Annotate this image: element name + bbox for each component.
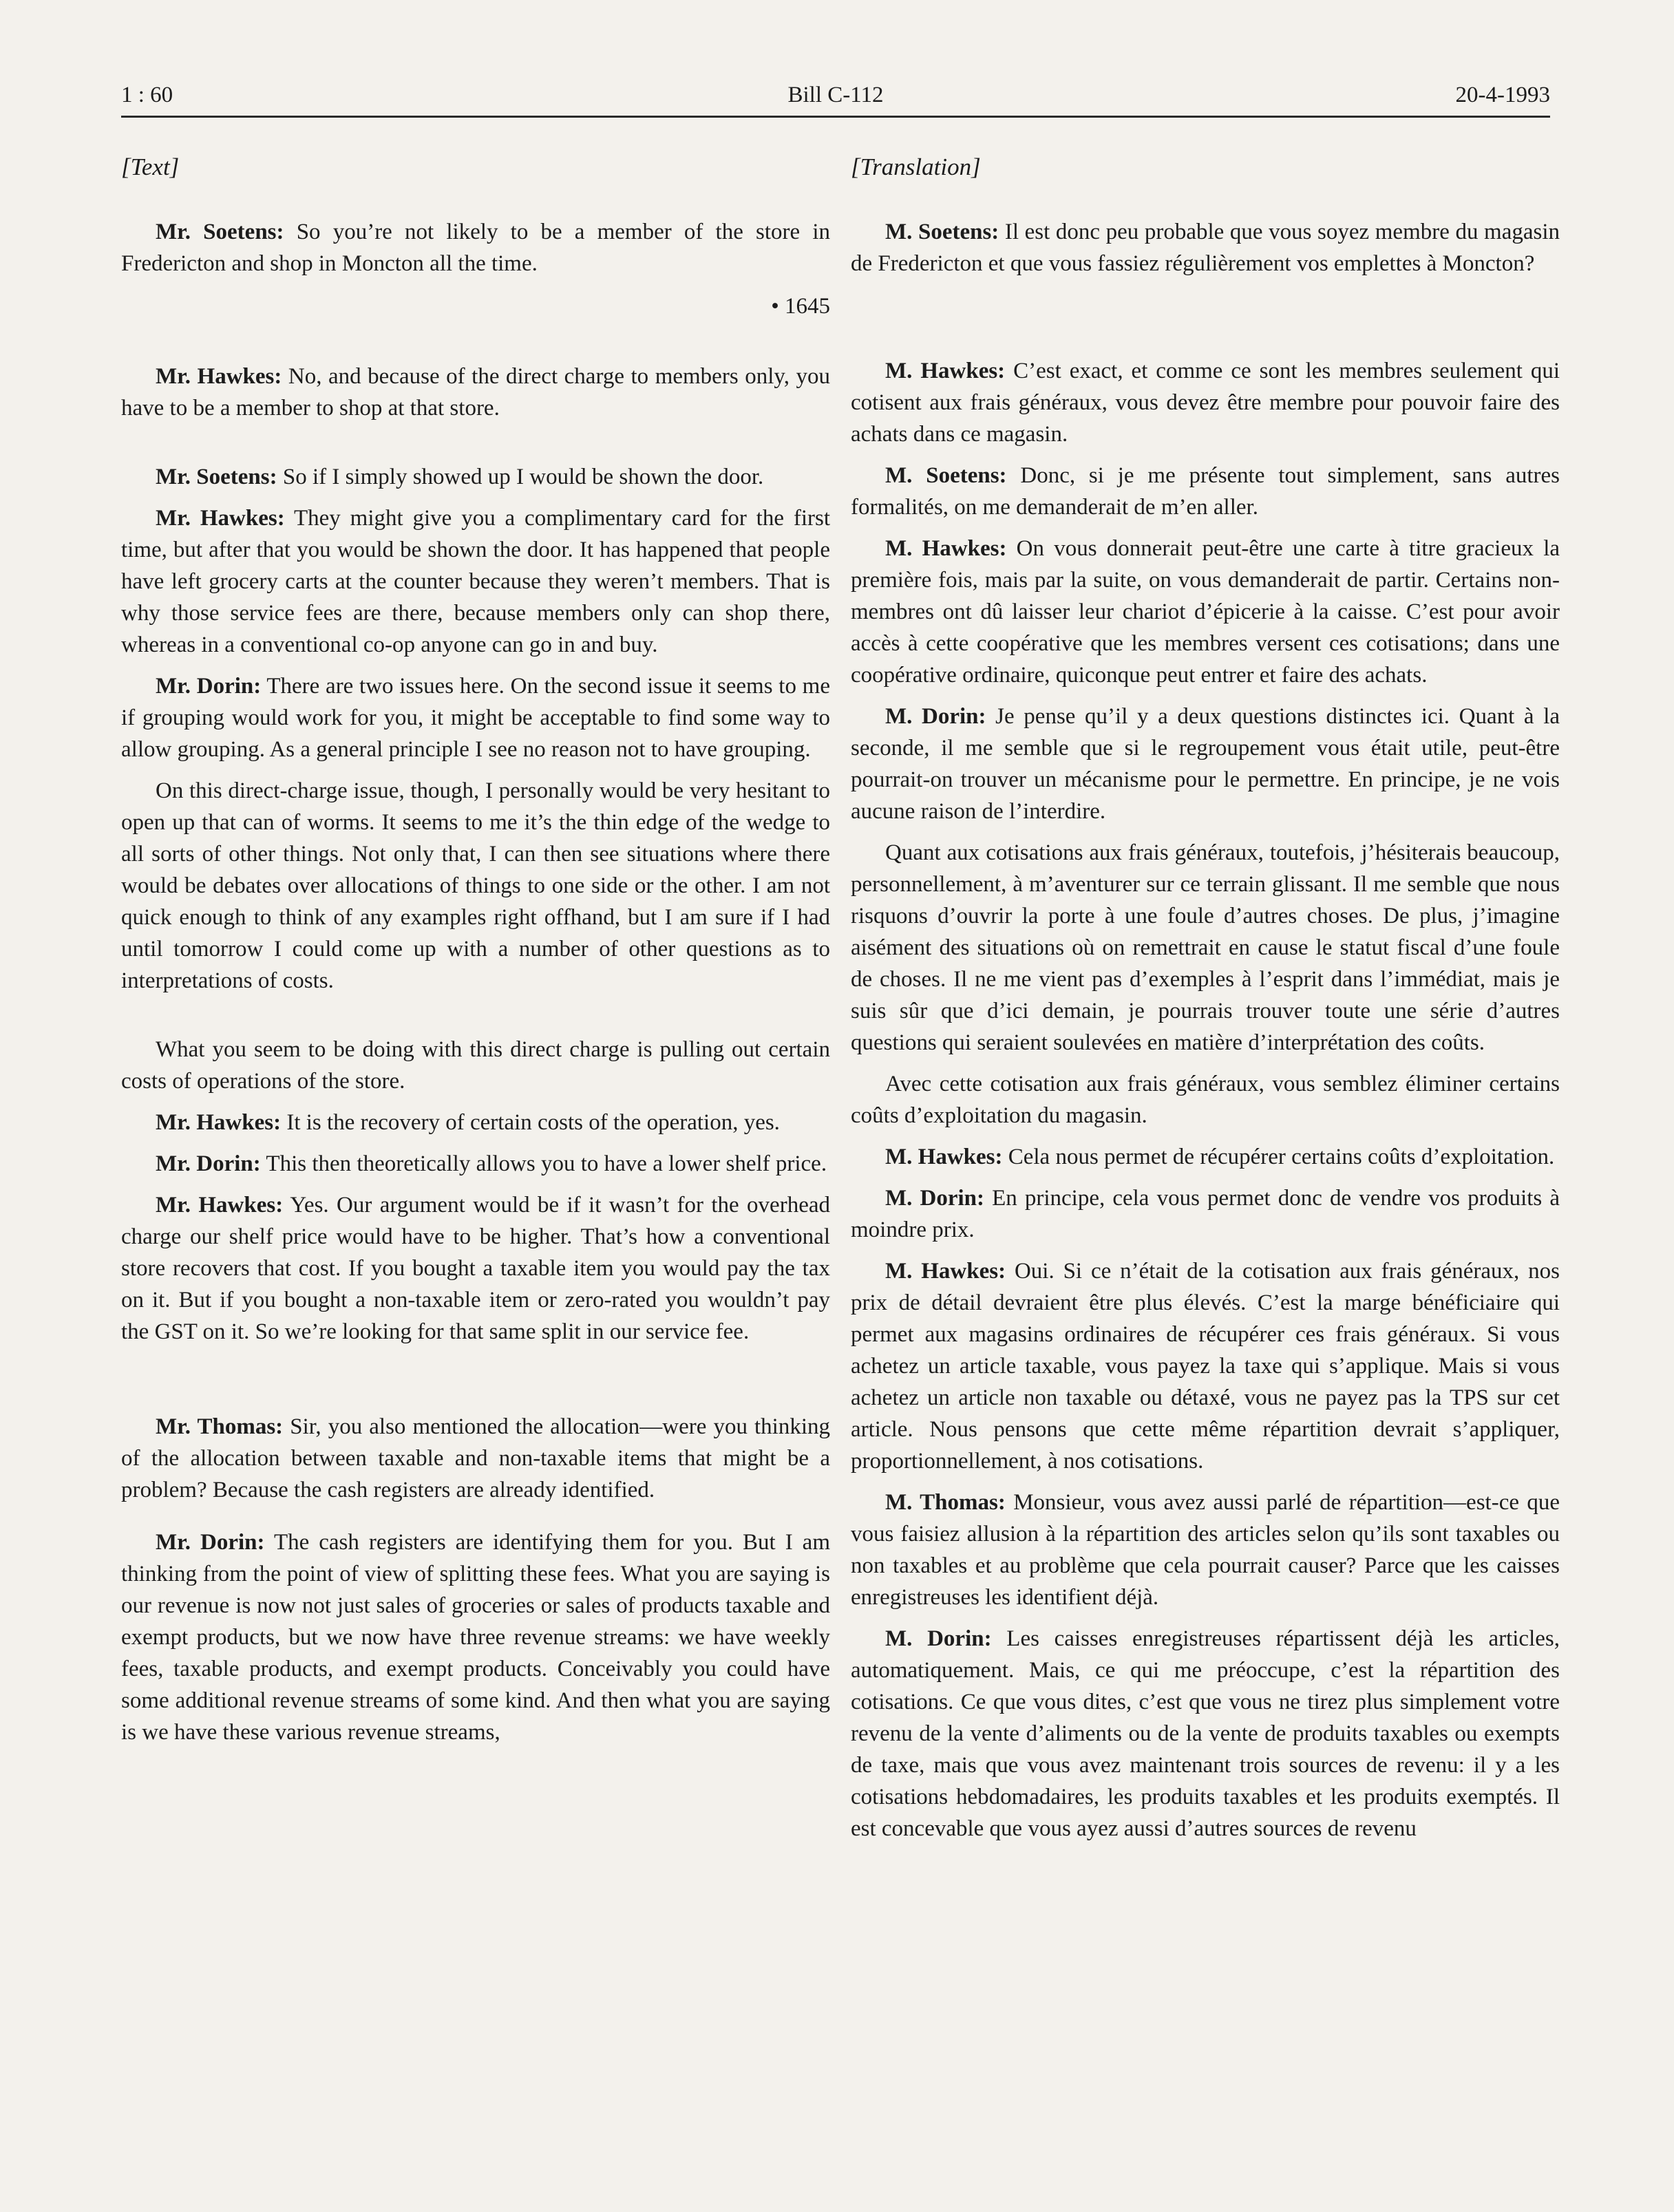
speaker-name: M. Hawkes: [885,1145,1003,1169]
bill-title: Bill C-112 [787,83,884,107]
speech-text: En principe, cela vous permet donc de vendre vos produits à moindre prix. [851,1186,1560,1242]
speech-text: Cela nous permet de récupérer certains coûts d’exploitation. [1008,1145,1555,1169]
speech-text: They might give you a complimentary card for the first time, but after that you would be shown the door. It has happened that people have left grocery carts at the counter because they weren’t members. That is why those service fees are there, because members only can shop there, whereas in a conventional co-op anyone can go in and buy. [121,506,830,657]
speaker-name: Mr. Dorin: [156,1530,265,1555]
transcript-paragraph [851,460,1560,523]
speech-text: C’est exact, et comme ce sont les membres seulement qui cotisent aux frais généraux, vous devez être membre pour pouvoir faire des achats dans ce magasin. [851,359,1560,447]
transcript-paragraph [121,361,830,424]
transcript-paragraph [121,1189,830,1348]
transcript-paragraph [851,1068,1560,1131]
transcript-paragraph [851,355,1560,450]
speaker-name: M. Dorin: [885,1626,992,1651]
transcript-paragraph [121,670,830,765]
speech-text: On this direct-charge issue, though, I personally would be very hesitant to open up that can of worms. It seems to me it’s the thin edge of the wedge to all sorts of other things. Not only that, I can then see situations where there would be debates over allocations of things to one side or the other. I am not quick enough to think of any examples right offhand, but I am sure if I had until tomorrow I could come up with a number of other questions as to interpretations of costs. [121,778,830,993]
transcript-paragraph [121,1411,830,1506]
speaker-name: M. Soetens: [885,463,1007,488]
transcript-paragraph [851,533,1560,691]
running-header [121,74,1550,118]
speaker-name: M. Dorin: [885,704,986,729]
speaker-name: M. Thomas: [885,1490,1006,1515]
speaker-name: Mr. Dorin: [156,1151,261,1176]
speech-text: It is the recovery of certain costs of the operation, yes. [286,1110,780,1135]
translation-label: [Translation] [851,153,981,180]
speech-text: So you’re not likely to be a member of the store in Fredericton and shop in Moncton all the time. [121,220,831,276]
speech-text: Je pense qu’il y a deux questions distinctes ici. Quant à la seconde, il me semble que si le regroupement vous était utile, peut-être pourrait-on trouver un mécanisme pour le permettre. En principe, je ne vois aucune raison de l’interdire. [851,704,1560,824]
speaker-name: M. Dorin: [885,1186,984,1211]
text-label: [Text] [121,153,180,180]
speech-text: There are two issues here. On the second issue it seems to me if grouping would work for you, it might be acceptable to find some way to allow grouping. As a general principle I see no reason not to have grouping. [121,674,830,762]
speech-text: What you seem to be doing with this direct charge is pulling out certain costs of operations of the store. [121,1037,830,1094]
transcript-paragraph [851,1141,1560,1173]
speaker-name: Mr. Soetens: [156,220,284,244]
time-marker: • 1645 [771,294,830,319]
speech-text: Il est donc peu probable que vous soyez membre du magasin de Fredericton et que vous fassiez régulièrement vos emplettes à Moncton? [851,220,1560,276]
french-column [851,151,1560,1854]
speaker-name: M. Hawkes: [885,536,1007,561]
transcript-paragraph [121,775,830,997]
speech-text: This then theoretically allows you to have a lower shelf price. [266,1151,827,1176]
transcript-paragraph [851,837,1560,1059]
speech-text: Yes. Our argument would be if it wasn’t for the overhead charge our shelf price would have to be higher. That’s how a conventional store recovers that cost. If you bought a taxable item you would pay the tax on it. But if you bought a non-taxable item or zero-rated you wouldn’t pay the GST on it. So we’re looking for that same split in our service fee. [121,1193,830,1344]
transcript-paragraph [121,1107,830,1138]
speech-text: On vous donnerait peut-être une carte à titre gracieux la première fois, mais par la suite, on vous demanderait de partir. Certains non-membres ont dû laisser leur chariot d’épicerie à la caisse. C’est pour avoir accès à cette coopérative que les membres versent ces cotisations; dans une coopérative ordinaire, quiconque peut entrer et faire des achats. [851,536,1560,688]
speaker-name: Mr. Thomas: [156,1414,284,1439]
speaker-name: Mr. Soetens: [156,465,277,489]
transcript-paragraph [121,216,830,279]
speaker-name: Mr. Hawkes: [156,1110,282,1135]
speaker-name: Mr. Hawkes: [156,506,285,531]
speaker-name: M. Hawkes: [885,1259,1006,1284]
transcript-paragraph [851,701,1560,827]
transcript-paragraph [121,1527,830,1748]
speech-text: So if I simply showed up I would be shown the door. [282,465,764,489]
speech-text: Les caisses enregistreuses répartissent déjà les articles, automatiquement. Mais, ce qui me préoccupe, c’est la répartition des cotisations. Ce que vous dites, c’est que vous ne tirez plus simplement votre revenu de la vente d’aliments ou de la vente de produits taxables ou exempts de taxe, mais que vous avez maintenant trois sources de revenu: il y a les cotisations hebdomadaires, les produits taxables et les produits exemptés. Il est concevable que vous ayez aussi d’autres sources de revenu [851,1626,1560,1841]
english-column [121,151,830,1758]
transcript-paragraph [121,1148,830,1180]
transcript-paragraph [851,1182,1560,1246]
speech-text: Sir, you also mentioned the allocation—were you thinking of the allocation between taxable and non-taxable items that might be a problem? Because the cash registers are already identified. [121,1414,831,1502]
speaker-name: M. Hawkes: [885,359,1006,383]
transcript-paragraph [851,1623,1560,1844]
speaker-name: Mr. Hawkes: [156,1193,284,1217]
speaker-name: Mr. Dorin: [156,674,262,699]
speech-text: The cash registers are identifying them for you. But I am thinking from the point of view of splitting these fees. What you are saying is our revenue is now not just sales of groceries or sales of products taxable and exempt products, but we now have three revenue streams: we have weekly fees, taxable products, and exempt products. Conceivably you could have some additional revenue streams of some kind. And then what you are saying is we have these various revenue streams, [121,1530,831,1745]
page-number: 1 : 60 [121,83,173,107]
speech-text: Donc, si je me présente tout simplement, sans autres formalités, on me demanderait de m’en aller. [851,463,1560,520]
sitting-date: 20-4-1993 [1455,83,1550,107]
speaker-name: M. Soetens: [885,220,999,244]
speech-text: No, and because of the direct charge to members only, you have to be a member to shop at that store. [121,364,830,421]
speech-text: Avec cette cotisation aux frais généraux, vous semblez éliminer certains coûts d’exploitation du magasin. [851,1072,1560,1128]
transcript-paragraph [851,1255,1560,1477]
speaker-name: Mr. Hawkes: [156,364,282,389]
speech-text: Quant aux cotisations aux frais généraux, toutefois, j’hésiterais beaucoup, personnellement, à m’aventurer sur ce terrain glissant. Il me semble que nous risquons d’ouvrir la porte à une foule d’autres choses. De plus, j’imagine aisément des situations où on remettrait en cause le statut fiscal d’une foule de choses. Il ne me vient pas d’exemples à l’esprit dans l’immédiat, mais je suis sûr que d’ici demain, je pourrais trouver toute une série d’autres questions qui seraient soulevées en matière d’interprétation des coûts. [851,840,1560,1055]
transcript-paragraph [851,1487,1560,1613]
speech-text: Monsieur, vous avez aussi parlé de répartition—est-ce que vous faisiez allusion à la répartition des articles selon qu’ils sont taxables ou non taxables et au problème que cela pourrait causer? Parce que les caisses enregistreuses les identifient déjà. [851,1490,1560,1610]
speech-text: Oui. Si ce n’était de la cotisation aux frais généraux, nos prix de détail devraient être plus élevés. C’est la marge bénéficiaire qui permet aux magasins ordinaires de récupérer ces frais généraux. Si vous achetez un article taxable, vous payez la taxe qui s’applique. Mais si vous achetez un article non taxable ou détaxé, vous ne payez pas la TPS sur cet article. Nous pensons que cette même répartition devrait s’appliquer, proportionnellement, à nos cotisations. [851,1259,1560,1474]
transcript-paragraph [121,502,830,661]
transcript-paragraph [121,1034,830,1097]
transcript-paragraph [851,216,1560,279]
transcript-paragraph [121,461,830,493]
